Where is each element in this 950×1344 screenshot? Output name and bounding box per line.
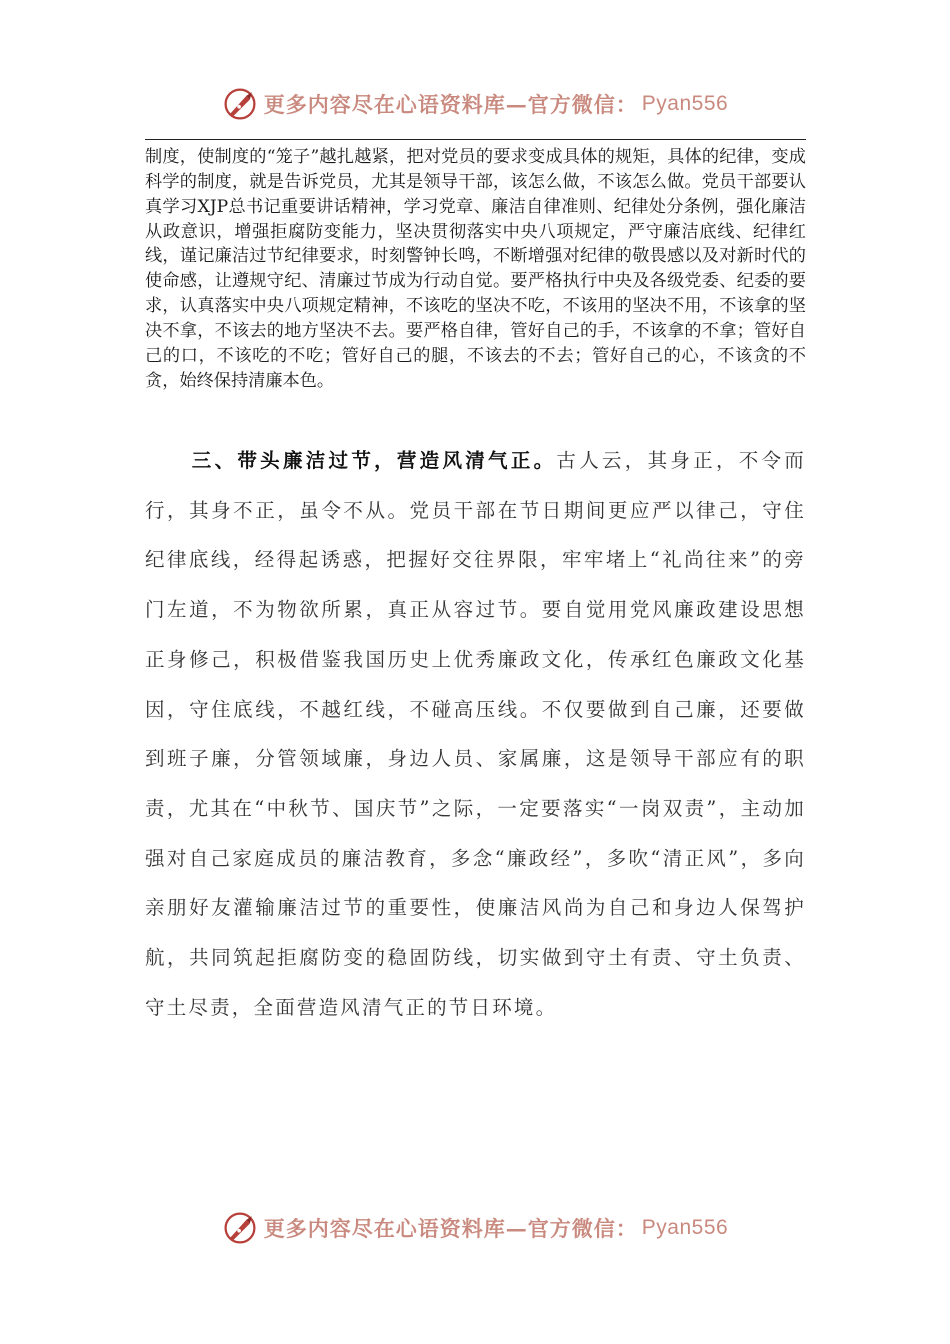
section-three-text: 古人云，其身正，不令而行，其身不正，虽令不从。党员干部在节日期间更应严以律己，守住纪律底线，经得起诱惑，把握好交往界限，牢牢堵上“礼尚往来”的旁门左道，不为物欲所累，真正从容过节。要自觉用党风廉政建设思想正身修己，积极借鉴我国历史上优秀廉政文化，传承红色廉政文化基因，守住底线，不越红线，不碰高压线。不仅要做到自己廉，还要做到班子廉，分管领域廉，身边人员、家属廉，这是领导干部应有的职责，尤其在“中秋节、国庆节”之际，一定要落实“一岗双责”，主动加强对自己家庭成员的廉洁教育，多念“廉政经”，多吹“清正风”，多向亲朋好友灌输廉洁过节的重要性，使廉洁风尚为自己和身边人保驾护航，共同筑起拒腐防变的稳固防线，切实做到守土有责、守土负责、守土尽责，全面营造风清气正的节日环境。 [145, 449, 807, 1019]
footer-brand-text: 更多内容尽在心语资料库—官方微信： [263, 1216, 638, 1241]
paragraph-discipline: 制度，使制度的“笼子”越扎越紧，把对党员的要求变成具体的规矩，具体的纪律，变成科学的制度，就是告诉党员，尤其是领导干部，该怎么做，不该怎么做。党员干部要认真学习XJP总书记重要讲话精神，学习党章、廉洁自律准则、纪律处分条例，强化廉洁从政意识，增强拒腐防变能力，坚决贯彻落实中央八项规定，严守廉洁底线、纪律红线，谨记廉洁过节纪律要求，时刻警钟长鸣，不断增强对纪律的敬畏感以及对新时代的使命感，让遵规守纪、清廉过节成为行动自觉。要严格执行中央及各级党委、纪委的要求，认真落实中央八项规定精神，不该吃的坚决不吃，不该用的坚决不用，不该拿的坚决不拿，不该去的地方坚决不去。要严格自律，管好自己的手，不该拿的不拿；管好自己的口，不该吃的不吃；管好自己的腿，不该去的不去；管好自己的心，不该贪的不贪，始终保持清廉本色。 [145, 147, 806, 391]
header-wechat-id: Pyan556 [641, 92, 729, 115]
pen-nib-logo-icon [222, 1210, 258, 1246]
paragraph-section-three [145, 436, 806, 1032]
footer-wechat-id: Pyan556 [641, 1216, 729, 1239]
section-three-heading: 三、带头廉洁过节，营造风清气正。 [191, 449, 557, 472]
page-footer [0, 1206, 950, 1250]
page-header [0, 82, 950, 126]
pen-nib-logo-icon [222, 86, 258, 122]
header-brand-text: 更多内容尽在心语资料库—官方微信： [263, 92, 638, 117]
header-divider [145, 139, 806, 140]
